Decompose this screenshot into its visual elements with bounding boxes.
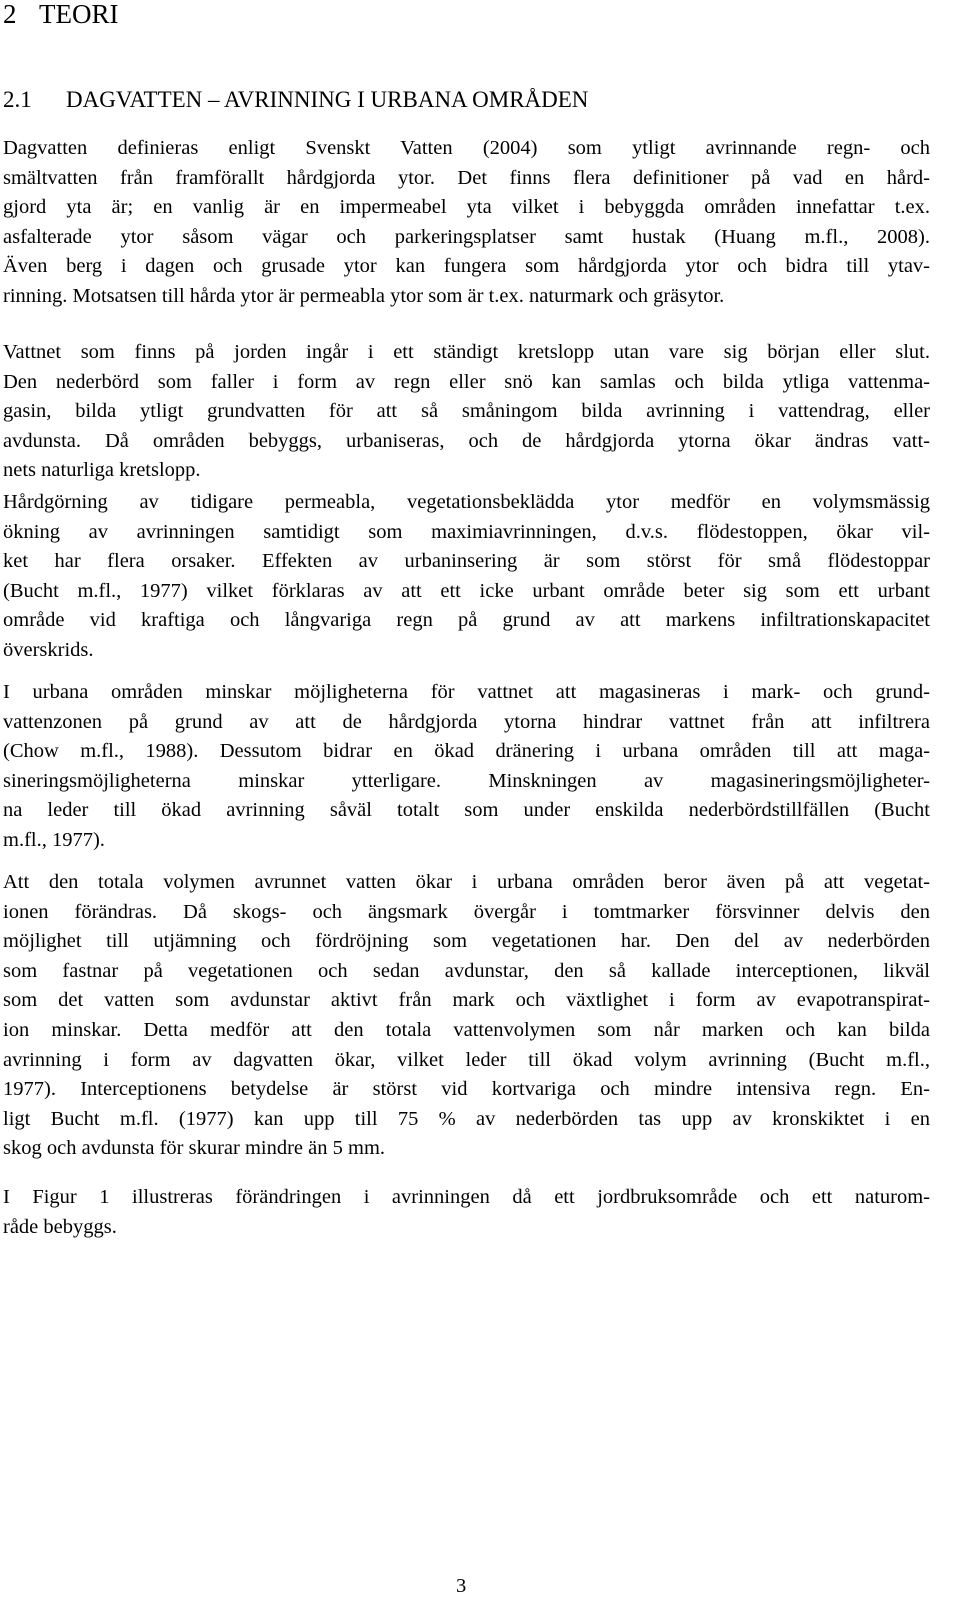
chapter-number: 2	[3, 0, 17, 29]
text-line: m.fl., 1977).	[3, 828, 105, 851]
text-line: nets naturliga kretslopp.	[3, 459, 201, 482]
text-line: gjord yta är; en vanlig är en impermeabel yta vilket i bebyggda områden innefattar t.ex.	[3, 196, 930, 219]
text-line: överskrids.	[3, 638, 94, 661]
text-line: I Figur 1 illustreras förändringen i avrinningen då ett jordbruksområde och ett naturom-	[3, 1186, 930, 1208]
chapter-heading	[3, 0, 118, 34]
text-line: vattenzonen på grund av att de hårdgjorda ytorna hindrar vattnet från att infiltrera	[3, 710, 930, 733]
section-heading	[3, 84, 588, 116]
text-line: som det vatten som avdunstar aktivt från mark och växtlighet i form av evapotranspirat-	[3, 989, 930, 1012]
paragraph	[3, 1183, 930, 1242]
section-number: 2.1	[3, 87, 32, 112]
text-line: ligt Bucht m.fl. (1977) kan upp till 75 % av nederbörden tas upp av kronskiktet i en	[3, 1107, 930, 1130]
text-line: sineringsmöjligheterna minskar ytterligare. Minskningen av magasineringsmöjligheter-	[3, 769, 930, 792]
text-line: ket har flera orsaker. Effekten av urbaninsering är som störst för små flödestoppar	[3, 550, 930, 573]
text-line: Dagvatten definieras enligt Svenskt Vatten (2004) som ytligt avrinnande regn- och	[3, 137, 930, 159]
text-line: smältvatten från framförallt hårdgjorda ytor. Det finns flera definitioner på vad en hård-	[3, 166, 930, 189]
text-line: ökning av avrinningen samtidigt som maximiavrinningen, d.v.s. flödestoppen, ökar vil-	[3, 520, 930, 543]
text-line: gasin, bilda ytligt grundvatten för att så småningom bilda avrinning i vattendrag, eller	[3, 400, 930, 423]
paragraph	[3, 488, 930, 666]
text-line: avrinning i form av dagvatten ökar, vilket leder till ökad volym avrinning (Bucht m.fl.,	[3, 1048, 930, 1071]
text-line: Även berg i dagen och grusade ytor kan fungera som hårdgjorda ytor och bidra till ytav-	[3, 255, 930, 278]
text-line: ionen förändras. Då skogs- och ängsmark övergår i tomtmarker försvinner delvis den	[3, 900, 930, 923]
text-line: asfalterade ytor såsom vägar och parkeringsplatser samt hustak (Huang m.fl., 2008).	[3, 225, 930, 248]
text-line: I urbana områden minskar möjligheterna för vattnet att magasineras i mark- och grund-	[3, 681, 930, 703]
text-line: 1977). Interceptionens betydelse är störst vid kortvariga och mindre intensiva regn. En-	[3, 1078, 930, 1101]
text-line: råde bebyggs.	[3, 1215, 117, 1238]
section-title: DAGVATTEN – AVRINNING I URBANA OMRÅDEN	[66, 87, 589, 112]
text-line: avdunsta. Då områden bebyggs, urbaniseras, och de hårdgjorda ytorna ökar ändras vatt-	[3, 429, 930, 452]
page-number: 3	[456, 1575, 467, 1597]
text-line: Att den totala volymen avrunnet vatten ökar i urbana områden beror även på att vegetat-	[3, 871, 930, 893]
text-line: rinning. Motsatsen till hårda ytor är permeabla ytor som är t.ex. naturmark och gräsytor.	[3, 284, 725, 307]
chapter-title: TEORI	[39, 0, 119, 29]
paragraph	[3, 868, 930, 1164]
text-line: (Bucht m.fl., 1977) vilket förklaras av att ett icke urbant område beter sig som ett urbant	[3, 579, 930, 602]
text-line: möjlighet till utjämning och fördröjning som vegetationen har. Den del av nederbörden	[3, 930, 930, 953]
text-line: Vattnet som finns på jorden ingår i ett ständigt kretslopp utan vare sig början eller slut.	[3, 341, 930, 363]
text-line: (Chow m.fl., 1988). Dessutom bidrar en ökad dränering i urbana områden till att maga-	[3, 740, 930, 763]
paragraph	[3, 678, 930, 856]
paragraph	[3, 134, 930, 312]
text-line: område vid kraftiga och långvariga regn på grund av att markens infiltrationskapacitet	[3, 609, 930, 632]
paragraph	[3, 338, 930, 486]
text-line: na leder till ökad avrinning såväl totalt som under enskilda nederbördstillfällen (Bucht	[3, 799, 930, 822]
text-line: Hårdgörning av tidigare permeabla, vegetationsbeklädda ytor medför en volymsmässig	[3, 491, 930, 513]
text-line: som fastnar på vegetationen och sedan avdunstar, den så kallade interceptionen, likväl	[3, 959, 930, 982]
text-line: Den nederbörd som faller i form av regn eller snö kan samlas och bilda ytliga vattenma-	[3, 370, 930, 393]
text-line: ion minskar. Detta medför att den totala vattenvolymen som når marken och kan bilda	[3, 1018, 930, 1041]
text-line: skog och avdunsta för skurar mindre än 5 mm.	[3, 1137, 386, 1160]
